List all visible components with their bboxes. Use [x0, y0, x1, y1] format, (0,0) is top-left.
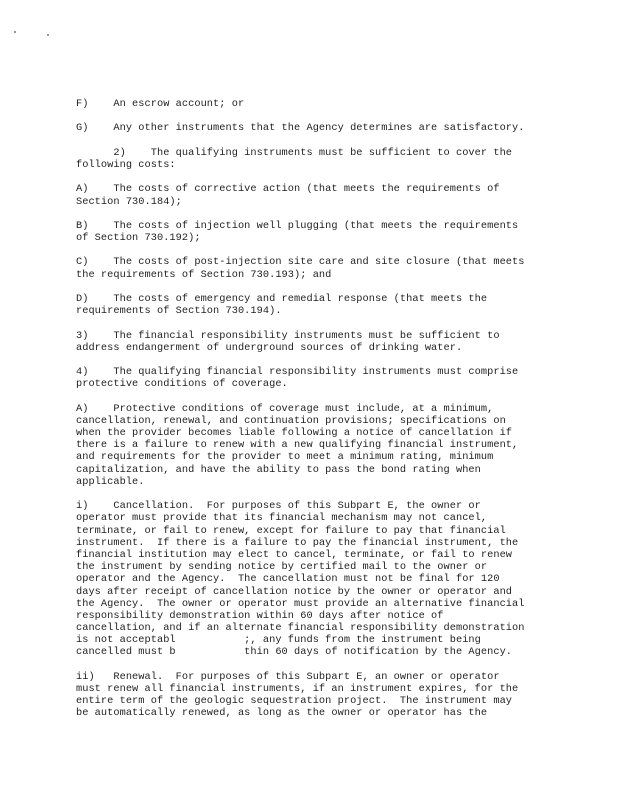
text-line: must renew all financial instruments, if an instrument expires, for the — [76, 683, 519, 695]
text-line: cancellation, and if an alternate financial responsibility demonstration — [76, 622, 525, 635]
text-line: when the provider becomes liable following a notice of cancellation if — [76, 427, 513, 440]
text-line: i) Cancellation. For purposes of this Subpart E, the owner or — [76, 500, 481, 513]
text-line: there is a failure to renew with a new qualifying financial instrument, — [76, 439, 519, 452]
text-line: financial institution may elect to cancel, terminate, or fail to renew — [76, 548, 513, 561]
text-line: entire term of the geologic sequestration project. The instrument may — [76, 695, 513, 708]
text-line: Section 730.184); — [76, 195, 182, 208]
text-line: D) The costs of emergency and remedial response (that meets the — [76, 293, 488, 305]
text-line: the requirements of Section 730.193); and — [76, 268, 332, 281]
text-line: protective conditions of coverage. — [76, 378, 288, 391]
blank-line — [76, 171, 546, 183]
text-line: G) Any other instruments that the Agency determines are satisfactory. — [76, 122, 525, 135]
blank-line — [76, 488, 546, 500]
text-line: of Section 730.192); — [76, 232, 201, 245]
text-line: cancellation, renewal, and continuation provisions; specifications on — [76, 414, 506, 427]
text-line: B) The costs of injection well plugging (that meets the requirements — [76, 219, 519, 232]
text-line: A) Protective conditions of coverage must include, at a minimum, — [76, 402, 494, 415]
text-line: 3) The financial responsibility instruments must be sufficient to — [76, 329, 500, 342]
text-line: the instrument by sending notice by certified mail to the owner or — [76, 561, 488, 574]
text-line: 2) The qualifying instruments must be sufficient to cover the — [76, 146, 513, 159]
blank-line — [76, 391, 546, 403]
text-line: days after receipt of cancellation notice by the owner or operator and — [76, 585, 513, 598]
blank-line — [76, 281, 546, 293]
text-line: following costs: — [76, 158, 176, 171]
text-line: is not acceptabl ;, any funds from the instrument being — [76, 634, 481, 647]
document-body — [76, 98, 546, 720]
text-line: ii) Renewal. For purposes of this Subpart E, an owner or operator — [76, 670, 500, 683]
text-line: address endangerment of underground sources of drinking water. — [76, 341, 463, 354]
text-line: be automatically renewed, as long as the owner or operator has the — [76, 707, 488, 720]
text-line: responsibility demonstration within 60 days after notice of — [76, 609, 444, 622]
text-line: C) The costs of post-injection site care and site closure (that meets — [76, 256, 525, 269]
blank-line — [76, 110, 546, 122]
blank-line — [76, 208, 546, 220]
blank-line — [76, 354, 546, 366]
scan-speck — [14, 31, 16, 33]
text-line: 4) The qualifying financial responsibility instruments must comprise — [76, 366, 519, 379]
text-line: operator must provide that its financial mechanism may not cancel, — [76, 512, 488, 525]
blank-line — [76, 135, 546, 147]
blank-line — [76, 659, 546, 671]
text-line: and requirements for the provider to meet a minimum rating, minimum — [76, 451, 494, 464]
blank-line — [76, 244, 546, 256]
blank-line — [76, 317, 546, 329]
text-line: cancelled must b thin 60 days of notification by the Agency. — [76, 646, 513, 659]
text-line: operator and the Agency. The cancellation must not be final for 120 — [76, 573, 500, 586]
text-line: capitalization, and have the ability to pass the bond rating when — [76, 463, 481, 476]
scan-speck — [47, 34, 49, 36]
text-line: requirements of Section 730.194). — [76, 305, 282, 318]
text-line: terminate, or fail to renew, except for failure to pay that financial — [76, 524, 506, 537]
text-line: the Agency. The owner or operator must provide an alternative financial — [76, 597, 525, 610]
text-line: applicable. — [76, 475, 145, 488]
text-line: A) The costs of corrective action (that meets the requirements of — [76, 183, 500, 196]
text-line: instrument. If there is a failure to pay the financial instrument, the — [76, 536, 519, 549]
text-line: F) An escrow account; or — [76, 98, 245, 110]
